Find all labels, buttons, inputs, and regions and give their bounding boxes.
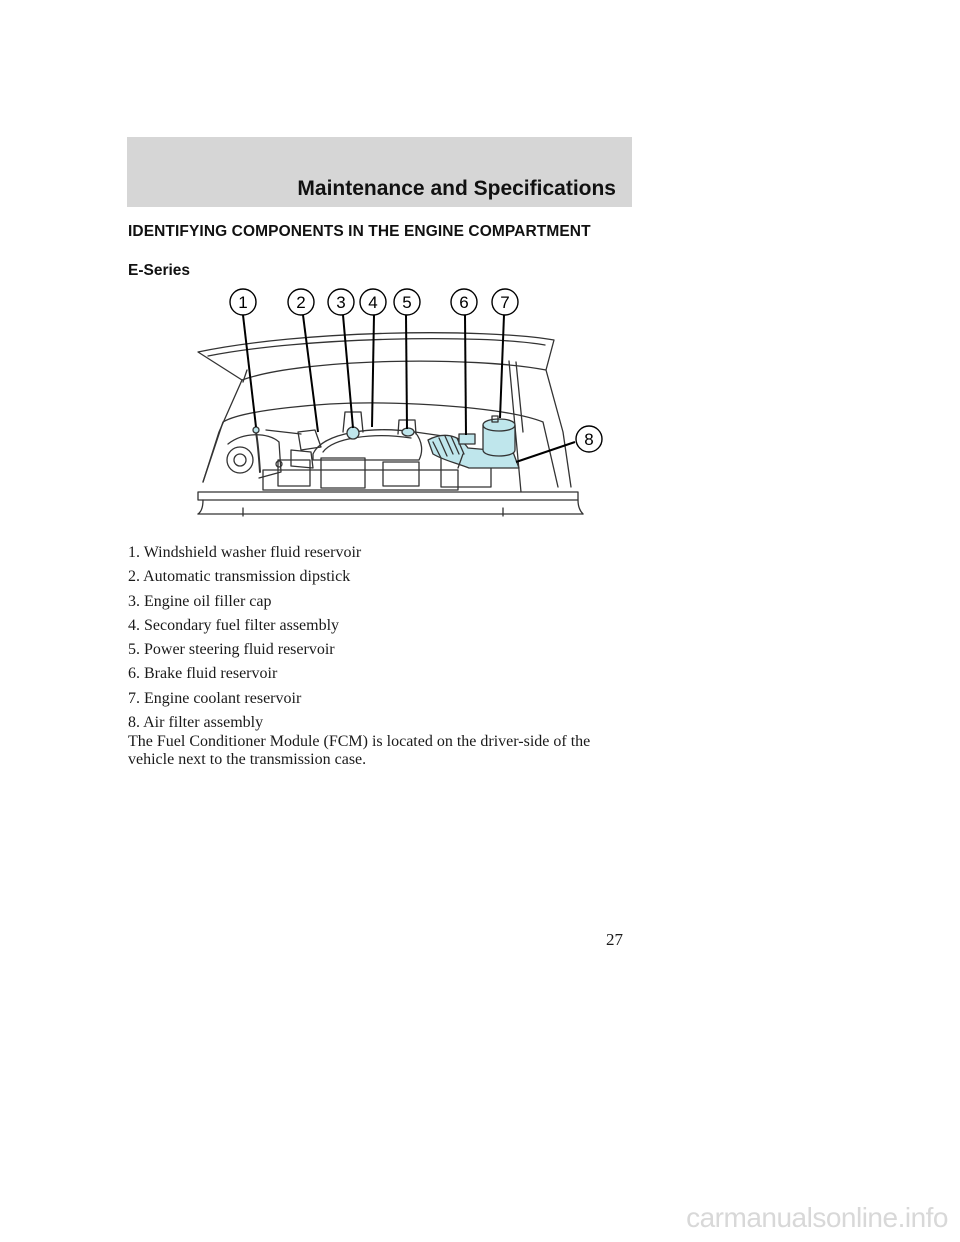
legend-item: 6. Brake fluid reservoir xyxy=(128,665,278,683)
engine-compartment-diagram xyxy=(183,282,615,520)
site-watermark: carmanualsonline.info xyxy=(686,1202,948,1233)
legend-item: 8. Air filter assembly xyxy=(128,714,264,732)
legend-item: 2. Automatic transmission dipstick xyxy=(128,568,351,586)
page-number: 27 xyxy=(606,930,623,949)
component-legend xyxy=(128,541,361,735)
legend-item: 1. Windshield washer fluid reservoir xyxy=(128,544,362,561)
callout-5: 5 xyxy=(402,293,412,312)
callout-7: 7 xyxy=(500,293,510,312)
model-subheading: E-Series xyxy=(128,262,191,279)
callout-8: 8 xyxy=(584,430,594,449)
callout-2: 2 xyxy=(296,293,306,312)
callout-1: 1 xyxy=(238,293,248,312)
section-heading: IDENTIFYING COMPONENTS IN THE ENGINE COMPARTMENT xyxy=(128,223,591,240)
page-header-title: Maintenance and Specifications xyxy=(297,177,616,200)
fcm-note: The Fuel Conditioner Module (FCM) is located on the driver-side of the vehicle next to the transmission case. xyxy=(128,733,591,768)
header-band xyxy=(127,137,632,207)
legend-item: 5. Power steering fluid reservoir xyxy=(128,641,335,659)
callout-3: 3 xyxy=(336,293,346,312)
legend-item: 3. Engine oil filler cap xyxy=(128,592,272,610)
callout-6: 6 xyxy=(459,293,469,312)
legend-item: 7. Engine coolant reservoir xyxy=(128,689,302,707)
legend-item: 4. Secondary fuel filter assembly xyxy=(128,616,340,634)
callout-4: 4 xyxy=(368,293,378,312)
